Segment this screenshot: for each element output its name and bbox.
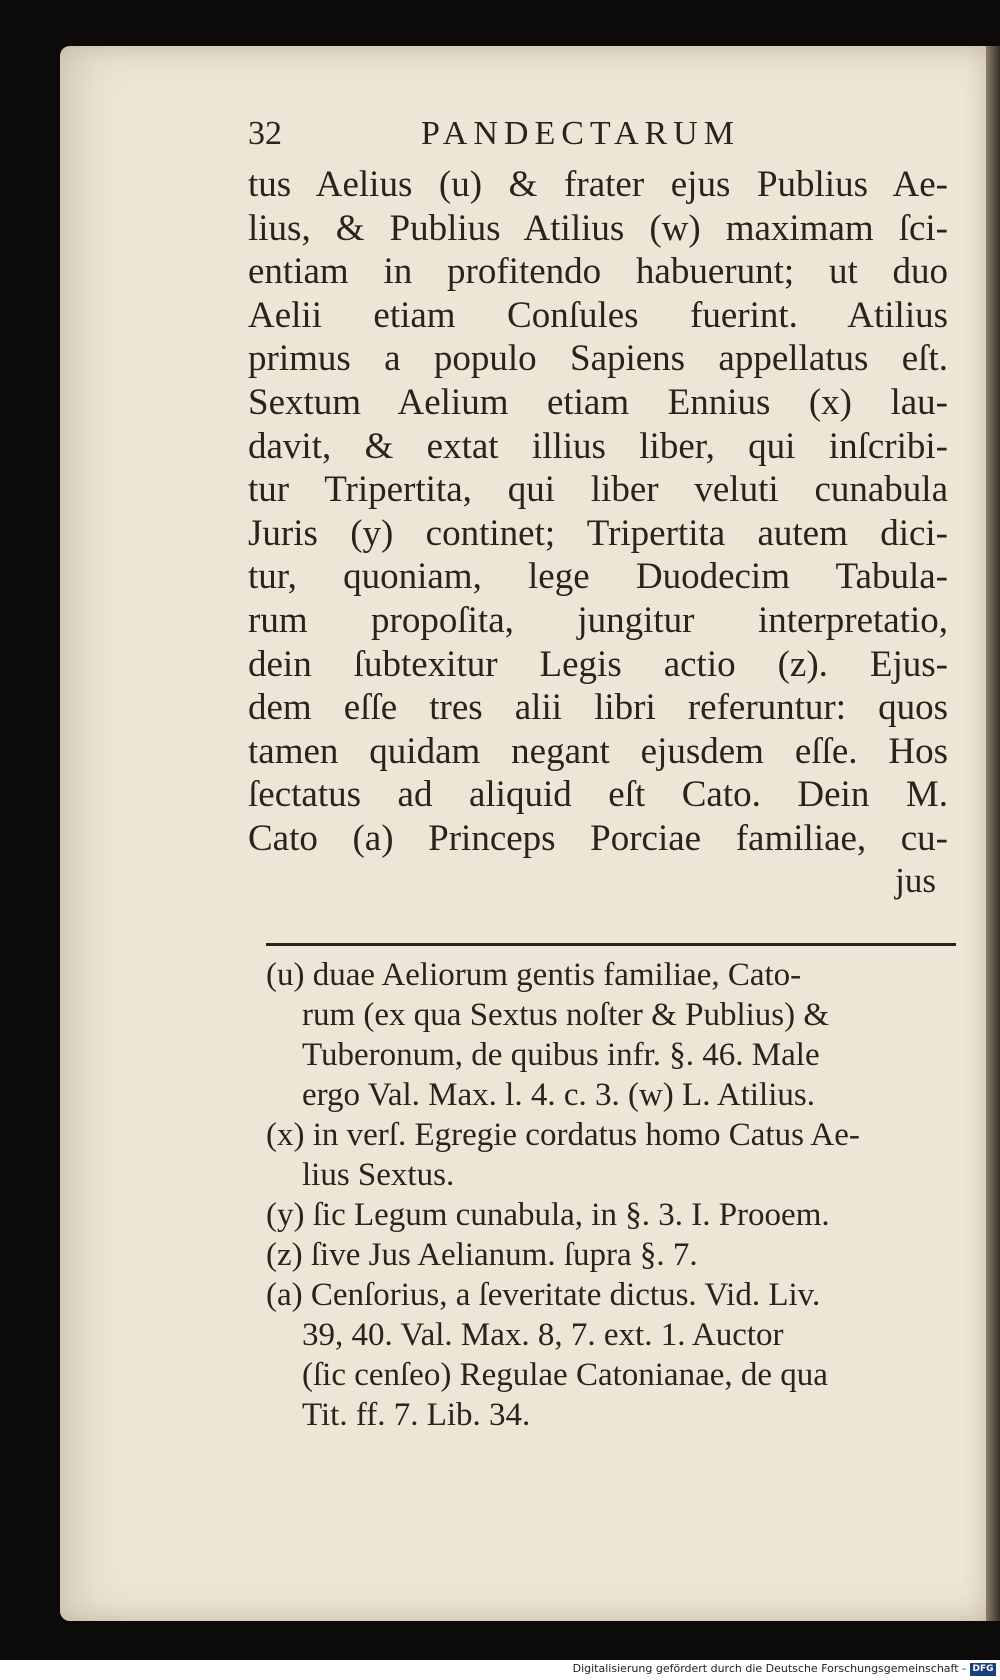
footnote-separator xyxy=(266,943,956,946)
footnote-line: ergo Val. Max. l. 4. c. 3. (w) L. Atilius. xyxy=(302,1077,815,1113)
body-line: davit, & extat illius liber, qui inſcribi- xyxy=(248,425,948,467)
body-line: tur, quoniam, lege Duodecim Tabula- xyxy=(248,556,948,598)
body-line: tur Tripertita, qui liber veluti cunabula xyxy=(248,469,948,511)
body-line: tus Aelius (u) & frater ejus Publius Ae- xyxy=(248,164,948,205)
page-number: 32 xyxy=(248,115,282,152)
main-text-block xyxy=(248,115,948,901)
footnote-line: (a) Cenſorius, a ſeveritate dictus. Vid. Liv. xyxy=(266,1277,821,1313)
footnote-line: (z) ſive Jus Aelianum. ſupra §. 7. xyxy=(266,1237,698,1273)
footnote-line: (ſic cenſeo) Regulae Catonianae, de qua xyxy=(302,1357,828,1393)
body-line: Cato (a) Princeps Porciae familiae, cu- xyxy=(248,817,948,859)
page-edge xyxy=(986,46,1000,1621)
body-line: entiam in profitendo habuerunt; ut duo xyxy=(248,251,948,293)
running-title: PANDECTARUM xyxy=(421,115,740,152)
footnote-line: rum (ex qua Sextus noſter & Publius) & xyxy=(302,997,830,1033)
body-line: Juris (y) continet; Tripertita autem dici- xyxy=(248,512,948,554)
catchword: jus xyxy=(895,860,936,900)
body-line: rum propoſita, jungitur interpretatio, xyxy=(248,599,948,641)
body-line: Sextum Aelium etiam Ennius (x) lau- xyxy=(248,381,948,423)
footnote-line: Tit. ff. 7. Lib. 34. xyxy=(302,1397,531,1433)
footnote-line: (x) in verſ. Egregie cordatus homo Catus Ae- xyxy=(266,1117,860,1153)
footnotes-block xyxy=(266,955,966,1435)
body-line: dein ſubtexitur Legis actio (z). Ejus- xyxy=(248,643,948,685)
footnote-line: lius Sextus. xyxy=(302,1157,455,1193)
running-head xyxy=(248,115,948,163)
footnote-line: 39, 40. Val. Max. 8, 7. ext. 1. Auctor xyxy=(302,1317,784,1353)
body-line: dem eſſe tres alii libri referuntur: quos xyxy=(248,687,948,729)
digitization-credit: Digitalisierung gefördert durch die Deutsche Forschungsgemeinschaft - xyxy=(572,1662,966,1675)
footnote-line: (y) ſic Legum cunabula, in §. 3. I. Prooem. xyxy=(266,1197,830,1233)
body-line: tamen quidam negant ejusdem eſſe. Hos xyxy=(248,730,948,772)
footnote-line: (u) duae Aeliorum gentis familiae, Cato- xyxy=(266,957,802,993)
footnote-line: Tuberonum, de quibus infr. §. 46. Male xyxy=(302,1037,820,1073)
dfg-logo: DFG xyxy=(970,1663,996,1676)
body-paragraph xyxy=(248,163,948,861)
body-line: ſectatus ad aliquid eſt Cato. Dein M. xyxy=(248,774,948,816)
body-line: lius, & Publius Atilius (w) maximam ſci- xyxy=(248,207,948,249)
body-line: primus a populo Sapiens appellatus eſt. xyxy=(248,338,948,380)
body-line: Aelii etiam Conſules fuerint. Atilius xyxy=(248,294,948,336)
